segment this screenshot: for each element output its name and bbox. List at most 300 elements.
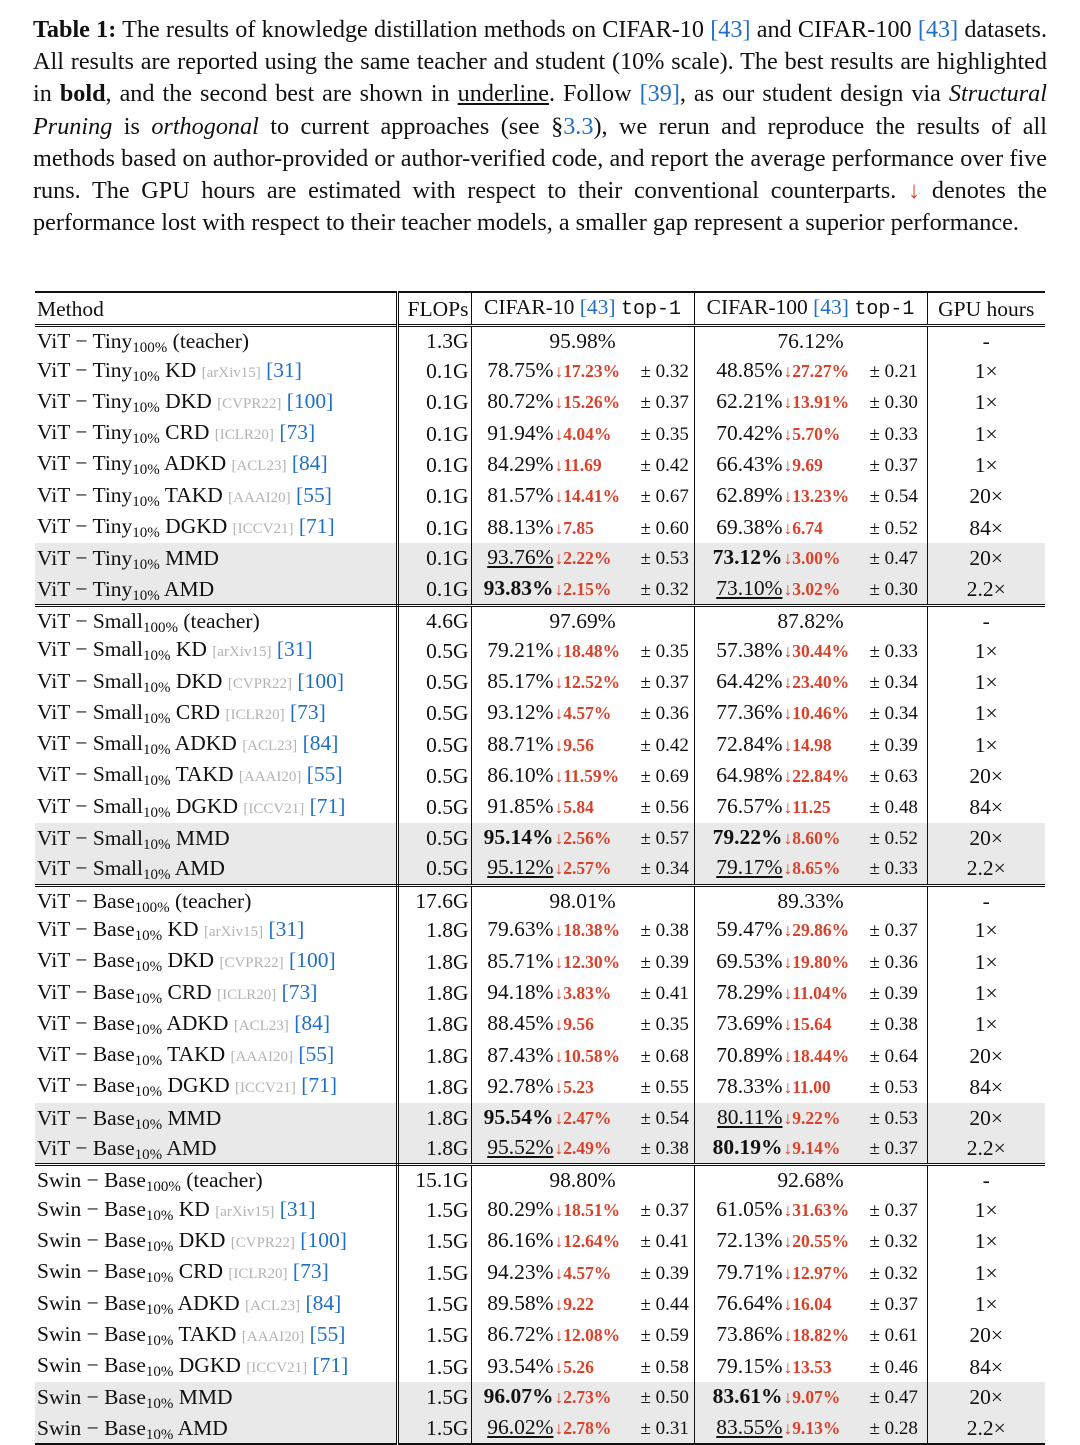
std-deviation: ± 0.48 — [869, 797, 918, 819]
caption-text: and CIFAR-100 — [750, 16, 918, 43]
venue-tag: [CVPR22] — [217, 395, 282, 412]
cifar10-cell: 98.80% — [471, 1165, 694, 1195]
teacher-row — [35, 605, 1045, 635]
accuracy-value: 95.12% — [487, 855, 554, 880]
citation-link[interactable]: [71] — [309, 793, 346, 818]
std-deviation: ± 0.33 — [869, 858, 918, 880]
caption-italic: orthogonal — [151, 112, 259, 140]
cifar10-cell — [471, 1413, 694, 1444]
accuracy-drop: ↓5.70% — [783, 423, 841, 444]
method-name: AMD — [164, 576, 215, 601]
model-scale: 10% — [145, 1207, 174, 1224]
method-name: ADKD — [164, 451, 227, 476]
cifar10-cell — [471, 1320, 694, 1351]
citation-link[interactable]: [55] — [296, 482, 332, 507]
accuracy-drop: ↓12.30% — [554, 951, 621, 972]
std-deviation: ± 0.38 — [640, 920, 689, 942]
cifar100-cell — [694, 574, 927, 606]
citation-link[interactable]: [84] — [294, 1010, 331, 1035]
model-name: Swin − Base — [37, 1168, 146, 1193]
model-scale: 100% — [132, 340, 168, 356]
cifar100-cell — [694, 792, 927, 823]
method-cell — [35, 1103, 397, 1133]
model-scale: 100% — [145, 1179, 181, 1195]
accuracy-value: 80.72% — [487, 389, 554, 414]
cifar10-cell — [471, 1195, 694, 1226]
accuracy-value: 86.10% — [487, 762, 554, 787]
flops-cell: 0.1G — [397, 543, 471, 573]
method-cell — [35, 978, 397, 1009]
model-scale: 10% — [143, 648, 171, 665]
model-name: ViT − Tiny — [37, 420, 133, 445]
accuracy-value: 93.83% — [483, 575, 554, 600]
caption-text: is — [112, 112, 152, 140]
model-scale: 10% — [143, 679, 171, 696]
std-deviation: ± 0.54 — [640, 1107, 689, 1129]
method-name: TAKD — [178, 1321, 237, 1346]
citation-link[interactable]: [100] — [300, 1227, 347, 1252]
accuracy-value: 95.54% — [483, 1104, 554, 1129]
model-name: Swin − Base — [37, 1321, 146, 1346]
accuracy-value: 81.57% — [487, 483, 554, 508]
caption-text: , as our student design via — [679, 80, 949, 108]
method-cell — [35, 512, 397, 543]
caption-text: ), we rerun and reproduce the results of all methods based on author-provided or author-verified code, and report the average performance over five runs. The GPU hours are estimated with respect to their conventional counterparts. — [33, 112, 1047, 205]
gpu-hours-cell: - — [982, 888, 990, 913]
citation-link[interactable]: [71] — [312, 1353, 349, 1378]
student-row — [35, 1382, 1045, 1412]
citation-link[interactable]: [100] — [289, 948, 336, 973]
citation-link[interactable]: [31] — [279, 1196, 316, 1221]
std-deviation: ± 0.58 — [640, 1356, 689, 1378]
gpu-hours-cell: 1× — [974, 670, 998, 695]
cifar10-cell — [471, 760, 694, 791]
cifar10-cell: 95.98% — [471, 326, 694, 356]
model-name: ViT − Base — [37, 948, 135, 973]
accuracy-drop: ↓9.69 — [783, 454, 823, 475]
citation-link[interactable]: [84] — [302, 731, 339, 756]
method-name: CRD — [165, 420, 210, 445]
cifar10-cell — [471, 356, 694, 387]
method-name: KD — [165, 357, 197, 382]
std-deviation: ± 0.47 — [869, 548, 918, 570]
accuracy-value: 76.57% — [716, 794, 783, 819]
gpu-hours-cell: 2.2× — [927, 574, 1045, 606]
accuracy-drop: ↓14.41% — [554, 486, 621, 507]
method-cell — [35, 449, 397, 480]
method-name: TAKD — [164, 482, 223, 507]
flops-cell: 1.5G — [397, 1195, 471, 1226]
accuracy-drop: ↓14.98 — [783, 734, 832, 755]
cifar100-cell — [694, 1382, 927, 1412]
std-deviation: ± 0.32 — [640, 578, 689, 600]
accuracy-drop: ↓11.00 — [783, 1076, 831, 1097]
flops-cell: 1.5G — [397, 1257, 471, 1288]
flops-cell: 1.8G — [397, 1040, 471, 1071]
std-deviation: ± 0.42 — [640, 454, 689, 476]
accuracy-drop: ↓12.97% — [783, 1262, 850, 1283]
accuracy-value: 92.78% — [487, 1073, 554, 1098]
flops-cell: 1.3G — [397, 326, 471, 356]
model-name: Swin − Base — [37, 1353, 146, 1378]
model-name: ViT − Tiny — [37, 514, 133, 539]
student-row — [35, 946, 1045, 977]
cifar10-cell — [471, 978, 694, 1009]
model-name: ViT − Small — [37, 668, 143, 693]
method-name: AMD — [166, 1136, 217, 1161]
model-name: ViT − Small — [37, 856, 143, 881]
venue-tag: [AAAI20] — [238, 769, 302, 786]
cifar10-cell — [471, 1103, 694, 1133]
flops-cell: 0.5G — [397, 635, 471, 666]
citation-link[interactable]: [73] — [279, 420, 316, 445]
gpu-hours-cell: 2.2× — [927, 853, 1045, 885]
student-row — [35, 1009, 1045, 1040]
citation-link[interactable]: [55] — [309, 1321, 346, 1346]
flops-cell: 0.1G — [397, 481, 471, 512]
cifar10-cell — [471, 1382, 694, 1412]
citation-link[interactable]: [73] — [281, 979, 318, 1004]
accuracy-drop: ↓16.04 — [783, 1294, 832, 1314]
method-name: KD — [167, 916, 199, 941]
caption-text: denotes the performance lost with respect to their teacher models, a smaller gap represent a superior performance. — [33, 177, 1048, 237]
cifar100-cell — [694, 667, 927, 698]
std-deviation: ± 0.39 — [869, 983, 918, 1005]
venue-tag: [CVPR22] — [227, 675, 293, 692]
venue-tag: [ICCV21] — [243, 800, 305, 817]
accuracy-value: 78.75% — [487, 358, 554, 383]
model-scale: 10% — [145, 1426, 174, 1443]
cifar100-cell — [694, 853, 927, 885]
std-deviation: ± 0.68 — [640, 1045, 689, 1067]
model-scale: 10% — [134, 1084, 163, 1101]
std-deviation: ± 0.35 — [640, 423, 689, 445]
accuracy-drop: ↓13.91% — [783, 392, 850, 413]
gpu-hours-cell: 20× — [927, 823, 1045, 853]
accuracy-drop: ↓5.26 — [554, 1356, 594, 1377]
accuracy-drop: ↓3.02% — [783, 578, 841, 599]
cifar100-cell — [694, 1133, 927, 1165]
accuracy-drop: ↓18.38% — [554, 920, 621, 941]
model-scale: 10% — [143, 804, 171, 821]
accuracy-value: 96.07% — [483, 1384, 554, 1409]
accuracy-value: 93.76% — [487, 545, 554, 570]
accuracy-value: 88.71% — [487, 731, 554, 756]
accuracy-value: 95.14% — [483, 825, 554, 850]
cifar10-cell — [471, 853, 694, 885]
method-name: DKD — [167, 948, 215, 973]
cifar10-cell — [471, 1226, 694, 1257]
accuracy-value: 86.16% — [487, 1228, 554, 1253]
accuracy-drop: ↓27.27% — [783, 361, 850, 382]
student-row — [35, 1351, 1045, 1382]
citation-link[interactable]: [31] — [268, 916, 305, 941]
teacher-row — [35, 885, 1045, 915]
citation-link[interactable]: [31] — [266, 357, 302, 382]
accuracy-value: 79.71% — [716, 1259, 783, 1284]
accuracy-value: 91.85% — [487, 794, 554, 819]
gpu-hours-cell: 1× — [974, 1198, 998, 1223]
method-cell — [35, 574, 397, 606]
accuracy-drop: ↓4.57% — [554, 703, 612, 724]
gpu-hours-cell: 2.2× — [927, 1133, 1045, 1165]
accuracy-drop: ↓5.23 — [554, 1076, 594, 1097]
method-name: MMD — [165, 546, 219, 571]
accuracy-drop: ↓15.64 — [783, 1014, 832, 1035]
venue-tag: [arXiv15] — [203, 923, 264, 940]
cifar100-cell — [694, 1103, 927, 1133]
std-deviation: ± 0.52 — [869, 828, 918, 850]
model-scale: 10% — [143, 710, 171, 727]
caption-label: Table 1: — [33, 16, 117, 43]
accuracy-drop: ↓17.23% — [554, 361, 621, 382]
student-row — [35, 418, 1045, 449]
accuracy-drop: ↓4.04% — [554, 423, 612, 444]
accuracy-drop: ↓9.13% — [783, 1417, 841, 1438]
flops-cell: 1.5G — [397, 1320, 471, 1351]
flops-cell: 1.5G — [397, 1382, 471, 1412]
method-name: DGKD — [167, 1073, 230, 1098]
cifar100-cell — [694, 760, 927, 791]
model-scale: 10% — [132, 525, 160, 542]
std-deviation: ± 0.37 — [640, 392, 689, 414]
header-dataset-name: CIFAR-10 — [484, 295, 580, 319]
std-deviation: ± 0.61 — [869, 1325, 918, 1347]
method-cell — [35, 1071, 397, 1102]
accuracy-value: 93.54% — [487, 1353, 554, 1378]
gpu-hours-cell: 1× — [974, 638, 998, 663]
citation-link[interactable]: [71] — [301, 1073, 338, 1098]
accuracy-drop: ↓12.08% — [554, 1325, 621, 1346]
accuracy-value: 87.43% — [487, 1042, 554, 1067]
accuracy-drop: ↓2.15% — [554, 578, 612, 599]
accuracy-value: 62.21% — [716, 389, 783, 414]
std-deviation: ± 0.55 — [640, 1076, 689, 1098]
accuracy-drop: ↓11.25 — [783, 797, 831, 818]
student-row — [35, 978, 1045, 1009]
model-name: ViT − Tiny — [37, 546, 133, 571]
accuracy-drop: ↓2.73% — [554, 1387, 612, 1408]
cifar10-cell — [471, 418, 694, 449]
cifar100-cell — [694, 1195, 927, 1226]
model-scale: 100% — [134, 899, 170, 915]
model-name: ViT − Tiny — [37, 357, 133, 382]
accuracy-value: 95.52% — [487, 1135, 554, 1160]
accuracy-value: 94.23% — [487, 1259, 554, 1284]
method-cell — [35, 1195, 397, 1226]
citation-link[interactable]: [55] — [298, 1042, 335, 1067]
method-cell — [35, 387, 397, 418]
accuracy-drop: ↓7.85 — [554, 517, 594, 538]
flops-cell: 0.5G — [397, 729, 471, 760]
student-row — [35, 387, 1045, 418]
flops-cell: 0.1G — [397, 574, 471, 606]
method-cell — [35, 1289, 397, 1320]
accuracy-value: 48.85% — [716, 358, 783, 383]
cifar10-cell — [471, 1351, 694, 1382]
accuracy-drop: ↓15.26% — [554, 392, 621, 413]
citation-link[interactable]: [73] — [290, 699, 326, 724]
cifar100-cell: 89.33% — [694, 885, 927, 915]
model-scale: 10% — [134, 1116, 163, 1133]
model-scale: 10% — [145, 1364, 174, 1381]
cifar10-cell — [471, 1289, 694, 1320]
gpu-hours-cell: 84× — [969, 515, 1004, 540]
teacher-tag: (teacher) — [169, 888, 252, 913]
std-deviation: ± 0.37 — [869, 1138, 918, 1160]
cifar100-cell — [694, 481, 927, 512]
student-row — [35, 1320, 1045, 1351]
flops-cell: 1.5G — [397, 1289, 471, 1320]
student-row — [35, 729, 1045, 760]
accuracy-drop: ↓5.84 — [554, 797, 594, 818]
accuracy-value: 72.84% — [716, 731, 783, 756]
cifar10-cell — [471, 729, 694, 760]
model-name: Swin − Base — [37, 1196, 146, 1221]
std-deviation: ± 0.33 — [869, 423, 918, 445]
model-scale: 10% — [143, 867, 171, 884]
std-deviation: ± 0.69 — [640, 765, 689, 787]
accuracy-drop: ↓13.53 — [783, 1356, 832, 1377]
model-scale: 10% — [132, 462, 160, 479]
student-row — [35, 698, 1045, 729]
accuracy-drop: ↓18.51% — [554, 1200, 621, 1221]
method-cell — [35, 1133, 397, 1165]
citation-link[interactable]: [39] — [639, 80, 680, 108]
accuracy-value: 78.33% — [716, 1073, 783, 1098]
method-name: KD — [175, 637, 207, 662]
method-name: DKD — [175, 668, 223, 693]
std-deviation: ± 0.41 — [640, 983, 689, 1005]
accuracy-value: 91.94% — [487, 420, 554, 445]
citation-link[interactable]: [84] — [291, 451, 328, 476]
cifar10-cell — [471, 1009, 694, 1040]
flops-cell: 0.1G — [397, 512, 471, 543]
accuracy-drop: ↓11.59% — [554, 765, 620, 786]
std-deviation: ± 0.37 — [640, 672, 689, 694]
accuracy-value: 80.11% — [717, 1104, 783, 1129]
model-name: ViT − Small — [37, 608, 143, 633]
citation-link[interactable]: [31] — [276, 637, 313, 662]
flops-cell: 0.5G — [397, 853, 471, 885]
model-scale: 10% — [145, 1301, 174, 1318]
citation-link[interactable]: [43] — [579, 295, 616, 319]
citation-link[interactable]: [55] — [306, 762, 343, 787]
accuracy-value: 79.21% — [487, 637, 554, 662]
method-name: CRD — [167, 979, 212, 1004]
cifar100-cell — [694, 946, 927, 977]
method-cell — [35, 1382, 397, 1412]
gpu-hours-cell: - — [982, 329, 990, 354]
method-cell — [35, 356, 397, 387]
cifar100-cell — [694, 418, 927, 449]
method-name: KD — [178, 1196, 210, 1221]
std-deviation: ± 0.37 — [869, 920, 918, 942]
method-name: CRD — [175, 699, 221, 724]
method-name: DKD — [178, 1227, 226, 1252]
cifar10-cell — [471, 1133, 694, 1165]
method-cell — [35, 326, 397, 356]
std-deviation: ± 0.56 — [640, 797, 689, 819]
std-deviation: ± 0.36 — [640, 703, 689, 725]
accuracy-value: 85.71% — [487, 948, 554, 973]
citation-link[interactable]: [43] — [710, 16, 751, 43]
accuracy-drop: ↓8.60% — [783, 828, 841, 849]
std-deviation: ± 0.34 — [640, 858, 689, 880]
column-header-gpu-hours: GPU hours — [938, 296, 1035, 321]
model-name: ViT − Small — [37, 637, 143, 662]
venue-tag: [ICCV21] — [246, 1360, 308, 1377]
model-scale: 10% — [134, 1147, 163, 1164]
accuracy-value: 73.12% — [712, 545, 783, 570]
std-deviation: ± 0.47 — [869, 1387, 918, 1409]
caption-underline-word: underline — [457, 80, 549, 108]
method-cell — [35, 885, 397, 915]
student-row — [35, 823, 1045, 853]
accuracy-value: 80.29% — [487, 1197, 554, 1222]
model-name: ViT − Small — [37, 731, 143, 756]
accuracy-value: 62.89% — [716, 483, 783, 508]
method-cell — [35, 1226, 397, 1257]
citation-link[interactable]: [43] — [813, 295, 849, 319]
table-caption — [33, 14, 1047, 239]
method-name: DGKD — [165, 514, 228, 539]
venue-tag: [ICLR20] — [217, 986, 277, 1003]
accuracy-drop: ↓9.56 — [554, 734, 594, 755]
venue-tag: [ACL23] — [231, 458, 287, 475]
method-name: ADKD — [174, 731, 237, 756]
citation-link[interactable]: [43] — [917, 16, 959, 43]
citation-link[interactable]: [71] — [298, 514, 335, 539]
gpu-hours-cell: 20× — [969, 1323, 1004, 1348]
accuracy-value: 69.53% — [716, 948, 783, 973]
method-name: MMD — [175, 826, 230, 851]
std-deviation: ± 0.41 — [640, 1231, 689, 1253]
section-link[interactable]: 3.3 — [563, 112, 594, 140]
model-name: ViT − Small — [37, 793, 143, 818]
caption-text: The results of knowledge distillation methods on CIFAR-10 — [116, 16, 711, 43]
method-cell — [35, 760, 397, 791]
std-deviation: ± 0.42 — [640, 734, 689, 756]
method-name: TAKD — [175, 762, 234, 787]
accuracy-drop: ↓3.00% — [783, 548, 841, 569]
model-name: ViT − Base — [37, 888, 135, 913]
accuracy-value: 69.38% — [716, 514, 783, 539]
model-scale: 10% — [143, 837, 171, 854]
accuracy-value: 59.47% — [716, 917, 783, 942]
venue-tag: [AAAI20] — [228, 489, 291, 506]
caption-text: to current approaches (see § — [258, 112, 564, 140]
model-scale: 10% — [132, 493, 160, 510]
flops-cell: 0.5G — [397, 823, 471, 853]
model-scale: 10% — [143, 773, 171, 790]
gpu-hours-cell: 20× — [969, 484, 1004, 509]
method-name: DGKD — [178, 1353, 241, 1378]
accuracy-value: 73.10% — [716, 575, 783, 600]
gpu-hours-cell: 20× — [969, 1043, 1004, 1068]
citation-link[interactable]: [100] — [297, 668, 344, 693]
method-name: AMD — [177, 1415, 228, 1440]
citation-link[interactable]: [100] — [286, 388, 334, 413]
method-cell — [35, 1320, 397, 1351]
gpu-hours-cell: 1× — [974, 390, 998, 415]
citation-link[interactable]: [73] — [292, 1259, 329, 1284]
accuracy-value: 83.55% — [716, 1414, 783, 1439]
gpu-hours-cell: - — [982, 608, 990, 633]
model-name: ViT − Base — [37, 1010, 135, 1035]
venue-tag: [ICLR20] — [225, 706, 285, 723]
citation-link[interactable]: [84] — [305, 1290, 342, 1315]
